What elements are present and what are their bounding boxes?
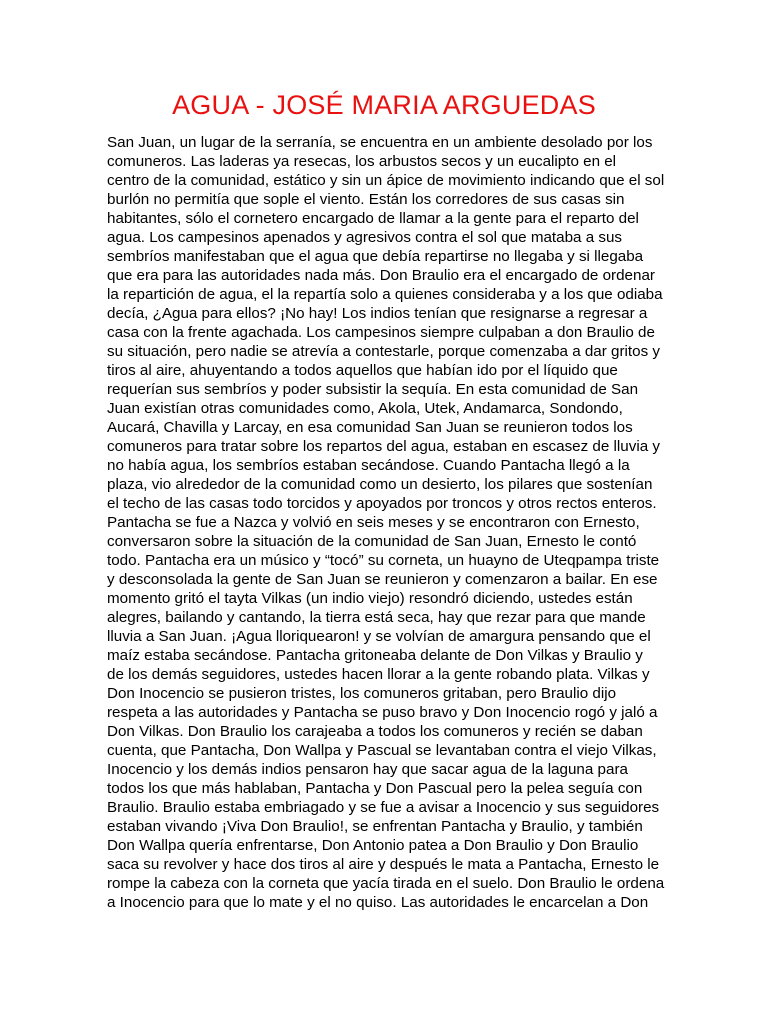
body-line: lluvia a San Juan. ¡Agua lloriquearon! y se volvían de amargura pensando que el bbox=[107, 628, 651, 645]
body-line: su situación, pero nadie se atrevía a contestarle, porque comenzaba a dar gritos y bbox=[107, 343, 660, 360]
body-line: sembríos manifestaban que el agua que debía repartirse no llegaba y si llegaba bbox=[107, 248, 644, 265]
body-line: casa con la frente agachada. Los campesinos siempre culpaban a don Braulio de bbox=[107, 324, 655, 341]
body-line: que era para las autoridades nada más. Don Braulio era el encargado de ordenar bbox=[107, 267, 655, 284]
body-line: el techo de las casas todo torcidos y apoyados por troncos y otros rectos enteros. bbox=[107, 495, 657, 512]
body-line: habitantes, sólo el cornetero encargado de llamar a la gente para el reparto del bbox=[107, 210, 639, 227]
body-line: la repartición de agua, el la repartía solo a quienes consideraba y a los que odiaba bbox=[107, 286, 663, 303]
body-line: y desconsolada la gente de San Juan se reunieron y comenzaron a bailar. En ese bbox=[107, 571, 658, 588]
body-line: saca su revolver y hace dos tiros al aire y después le mata a Pantacha, Ernesto le bbox=[107, 856, 660, 873]
body-line: alegres, bailando y cantando, la tierra está seca, hay que rezar para que mande bbox=[107, 609, 646, 626]
body-line: rompe la cabeza con la corneta que yacía tirada en el suelo. Don Braulio le ordena bbox=[107, 875, 665, 892]
body-line: decía, ¿Agua para ellos? ¡No hay! Los indios tenían que resignarse a regresar a bbox=[107, 305, 648, 322]
document-title: AGUA - JOSÉ MARIA ARGUEDAS bbox=[172, 90, 596, 120]
body-line: Don Vilkas. Don Braulio los carajeaba a todos los comuneros y recién se daban bbox=[107, 723, 643, 740]
body-line: conversaron sobre la situación de la comunidad de San Juan, Ernesto le contó bbox=[107, 533, 637, 550]
body-line: no había agua, los sembríos estaban secándose. Cuando Pantacha llegó a la bbox=[107, 457, 630, 474]
body-line: agua. Los campesinos apenados y agresivos contra el sol que mataba a sus bbox=[107, 229, 623, 246]
body-line: a Inocencio para que lo mate y el no quiso. Las autoridades le encarcelan a Don bbox=[107, 894, 649, 911]
body-line: maíz estaba secándose. Pantacha gritoneaba delante de Don Vilkas y Braulio y bbox=[107, 647, 643, 664]
body-line: todo. Pantacha era un músico y “tocó” su corneta, un huayno de Uteqpampa triste bbox=[107, 552, 660, 569]
body-line: San Juan, un lugar de la serranía, se encuentra en un ambiente desolado por los bbox=[107, 134, 653, 151]
body-line: tiros al aire, ahuyentando a todos aquellos que habían ido por el líquido que bbox=[107, 362, 618, 379]
body-line: respeta a las autoridades y Pantacha se puso bravo y Don Inocencio rogó y jaló a bbox=[107, 704, 658, 721]
body-line: Don Inocencio se pusieron tristes, los comuneros gritaban, pero Braulio dijo bbox=[107, 685, 617, 702]
body-line: Inocencio y los demás indios pensaron hay que sacar agua de la laguna para bbox=[107, 761, 628, 778]
body-line: Aucará, Chavilla y Larcay, en esa comunidad San Juan se reunieron todos los bbox=[107, 419, 633, 436]
body-line: Juan existían otras comunidades como, Akola, Utek, Andamarca, Sondondo, bbox=[107, 400, 623, 417]
body-line: de los demás seguidores, ustedes hacen llorar a la gente robando plata. Vilkas y bbox=[107, 666, 650, 683]
body-line: requerían sus sembríos y poder subsistir la sequía. En esta comunidad de San bbox=[107, 381, 639, 398]
body-line: comuneros para tratar sobre los repartos del agua, estaban en escasez de lluvia y bbox=[107, 438, 660, 455]
document-body bbox=[107, 133, 677, 912]
body-line: plaza, vio alrededor de la comunidad como un desierto, los pilares que sostenían bbox=[107, 476, 653, 493]
body-line: estaban vivando ¡Viva Don Braulio!, se enfrentan Pantacha y Braulio, y también bbox=[107, 818, 643, 835]
body-line: Braulio. Braulio estaba embriagado y se fue a avisar a Inocencio y sus seguidores bbox=[107, 799, 660, 816]
body-line: todos los que más hablaban, Pantacha y Don Pascual pero la pelea seguía con bbox=[107, 780, 643, 797]
body-line: Pantacha se fue a Nazca y volvió en seis meses y se encontraron con Ernesto, bbox=[107, 514, 640, 531]
body-line: comuneros. Las laderas ya resecas, los arbustos secos y un eucalipto en el bbox=[107, 153, 617, 170]
body-line: Don Wallpa quería enfrentarse, Don Antonio patea a Don Braulio y Don Braulio bbox=[107, 837, 639, 854]
body-line: cuenta, que Pantacha, Don Wallpa y Pascual se levantaban contra el viejo Vilkas, bbox=[107, 742, 657, 759]
body-line: burlón no permitía que sople el viento. Están los corredores de sus casas sin bbox=[107, 191, 625, 208]
body-line: momento gritó el tayta Vilkas (un indio viejo) resondró diciendo, ustedes están bbox=[107, 590, 633, 607]
body-line: centro de la comunidad, estático y sin un ápice de movimiento indicando que el sol bbox=[107, 172, 665, 189]
